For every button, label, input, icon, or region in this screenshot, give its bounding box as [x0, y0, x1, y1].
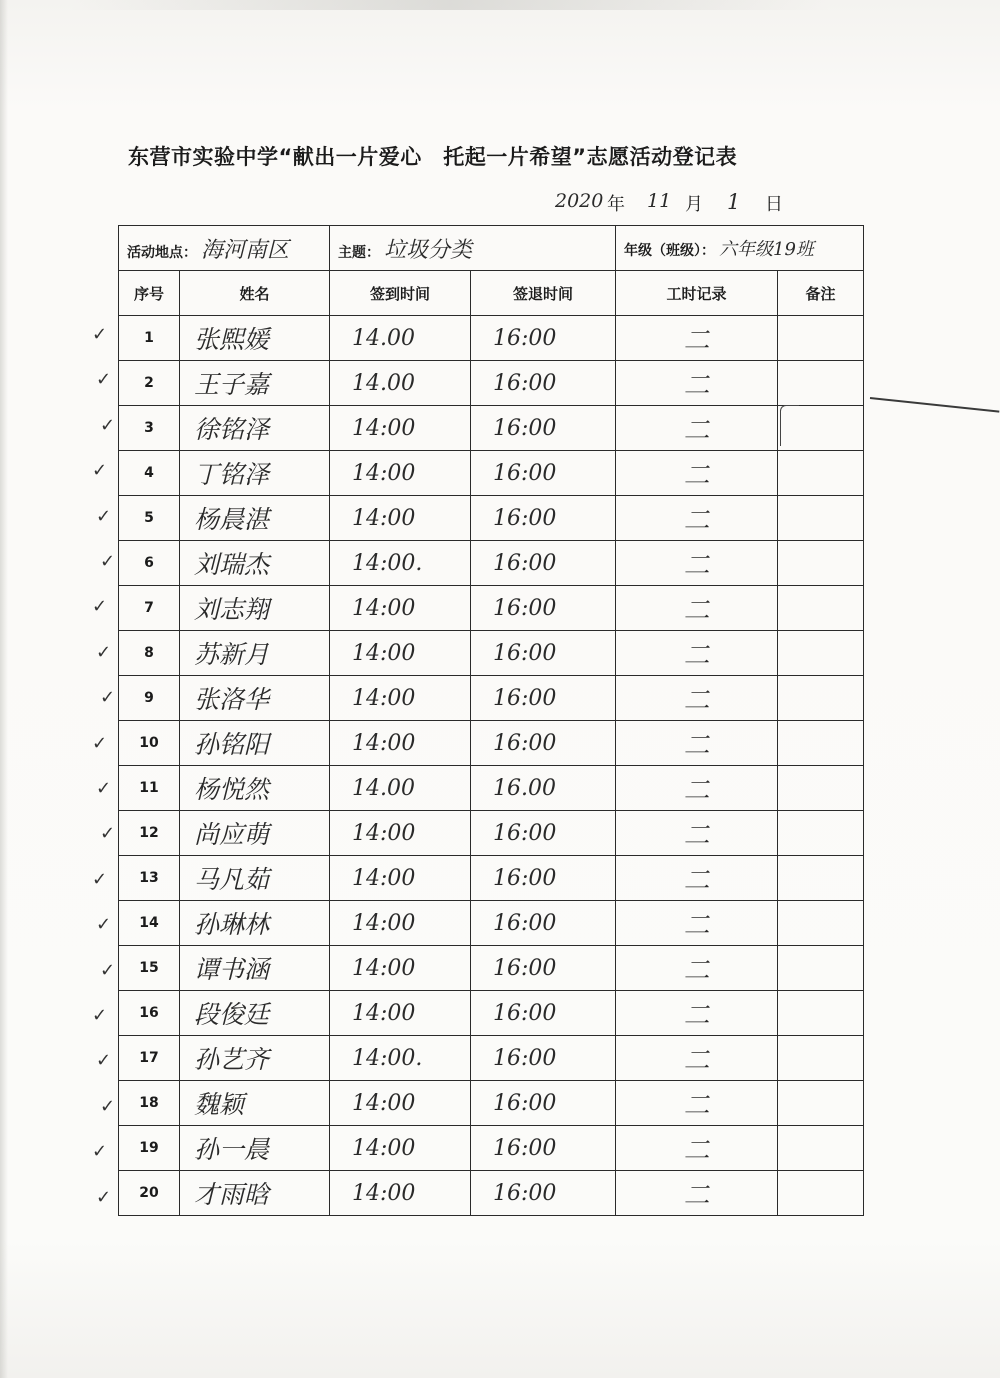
volunteer-name: 杨晨湛 — [180, 496, 330, 541]
notes-cell — [778, 1081, 864, 1126]
volunteer-name: 魏颖 — [180, 1081, 330, 1126]
col-header-notes: 备注 — [778, 271, 864, 316]
row-number: 14 — [119, 901, 180, 946]
checkmark-icon: ✓ — [92, 868, 108, 890]
checkin-time: 14:00 — [330, 991, 471, 1036]
notes-cell — [778, 811, 864, 856]
table-row — [119, 586, 864, 631]
notes-cell — [778, 1126, 864, 1171]
hours-record: 二 — [616, 1081, 778, 1126]
notes-cell — [778, 451, 864, 496]
grade-value: 六年级19班 — [719, 239, 814, 260]
checkout-time: 16:00 — [471, 811, 616, 856]
grade-cell — [616, 226, 864, 271]
row-number: 5 — [119, 496, 180, 541]
table-row — [119, 1081, 864, 1126]
notes-cell — [778, 361, 864, 406]
table-row — [119, 946, 864, 991]
notes-cell — [778, 676, 864, 721]
checkmark-icon: ✓ — [100, 823, 116, 845]
checkmark-icon: ✓ — [100, 687, 116, 709]
table-row — [119, 766, 864, 811]
hours-record: 二 — [616, 721, 778, 766]
checkmark-icon: ✓ — [92, 1141, 108, 1163]
checkout-time: 16:00 — [471, 856, 616, 901]
table-row — [119, 1126, 864, 1171]
checkout-time: 16:00 — [471, 1081, 616, 1126]
row-number: 18 — [119, 1081, 180, 1126]
table-row — [119, 1171, 864, 1216]
grade-label: 年级（班级）： — [624, 243, 715, 259]
checkmark-icon: ✓ — [92, 324, 108, 345]
checkin-time: 14:00 — [330, 811, 471, 856]
checkmark-icon: ✓ — [92, 732, 108, 754]
checkin-time: 14:00 — [330, 901, 471, 946]
volunteer-name: 丁铭泽 — [180, 451, 330, 496]
row-number: 11 — [119, 766, 180, 811]
notes-cell — [778, 901, 864, 946]
table-row — [119, 856, 864, 901]
checkout-time: 16:00 — [471, 451, 616, 496]
row-number: 12 — [119, 811, 180, 856]
checkmark-icon: ✓ — [96, 1050, 112, 1072]
hours-record: 二 — [616, 631, 778, 676]
checkin-time: 14.00 — [330, 766, 471, 811]
hours-record: 二 — [616, 901, 778, 946]
checkmark-icon: ✓ — [100, 1095, 116, 1117]
table-row — [119, 451, 864, 496]
row-number: 6 — [119, 541, 180, 586]
checkout-time: 16.00 — [471, 766, 616, 811]
checkmark-icon: ✓ — [96, 914, 112, 936]
scan-smudge — [70, 0, 830, 10]
volunteer-name: 王子嘉 — [180, 361, 330, 406]
hours-record: 二 — [616, 316, 778, 361]
theme-value: 垃圾分类 — [384, 237, 473, 263]
hours-record: 二 — [616, 811, 778, 856]
hours-record: 二 — [616, 856, 778, 901]
volunteer-name: 苏新月 — [180, 631, 330, 676]
table-row — [119, 676, 864, 721]
checkmark-icon: ✓ — [100, 414, 116, 436]
date-year: 2020 — [555, 190, 604, 212]
notes-cell — [778, 856, 864, 901]
row-number: 3 — [119, 406, 180, 451]
notes-cell — [778, 766, 864, 811]
volunteer-name: 刘志翔 — [180, 586, 330, 631]
table-row — [119, 901, 864, 946]
notes-cell — [778, 991, 864, 1036]
row-number: 19 — [119, 1126, 180, 1171]
checkout-time: 16:00 — [471, 631, 616, 676]
table-row — [119, 991, 864, 1036]
notes-cell — [778, 1171, 864, 1216]
date-month: 11 — [647, 190, 672, 212]
row-number: 16 — [119, 991, 180, 1036]
row-number: 10 — [119, 721, 180, 766]
checkout-time: 16:00 — [471, 1036, 616, 1081]
hours-record: 二 — [616, 541, 778, 586]
checkin-time: 14.00 — [330, 361, 471, 406]
checkmark-icon: ✓ — [96, 1186, 112, 1208]
checkout-time: 16:00 — [471, 541, 616, 586]
checkout-time: 16:00 — [471, 496, 616, 541]
checkmark-icon: ✓ — [96, 369, 112, 391]
info-row — [119, 226, 864, 271]
volunteer-name: 尚应萌 — [180, 811, 330, 856]
checkout-time: 16:00 — [471, 316, 616, 361]
hours-record: 二 — [616, 406, 778, 451]
checkin-time: 14:00 — [330, 496, 471, 541]
location-cell — [119, 226, 330, 271]
table-row — [119, 811, 864, 856]
checkin-time: 14:00 — [330, 676, 471, 721]
volunteer-name: 刘瑞杰 — [180, 541, 330, 586]
checkout-time: 16:00 — [471, 946, 616, 991]
table-row — [119, 721, 864, 766]
row-number: 15 — [119, 946, 180, 991]
location-label: 活动地点： — [127, 244, 197, 261]
notes-cell — [778, 586, 864, 631]
volunteer-name: 孙一晨 — [180, 1126, 330, 1171]
hours-record: 二 — [616, 1036, 778, 1081]
notes-cell — [778, 316, 864, 361]
row-number: 20 — [119, 1171, 180, 1216]
hours-record: 二 — [616, 586, 778, 631]
col-header-number: 序号 — [119, 271, 180, 316]
notes-cell — [778, 1036, 864, 1081]
theme-cell — [330, 226, 616, 271]
notes-cell — [778, 946, 864, 991]
checkmark-icon: ✓ — [100, 551, 116, 572]
theme-label: 主题： — [338, 244, 380, 261]
checkin-time: 14.00 — [330, 316, 471, 361]
date-year-suffix: 年 — [607, 194, 625, 215]
date-day: 1 — [727, 190, 741, 214]
checkin-time: 14:00 — [330, 586, 471, 631]
checkin-time: 14:00. — [330, 541, 471, 586]
col-header-checkout: 签退时间 — [471, 271, 616, 316]
volunteer-name: 张洛华 — [180, 676, 330, 721]
checkout-time: 16:00 — [471, 361, 616, 406]
row-number: 4 — [119, 451, 180, 496]
checkout-time: 16:00 — [471, 721, 616, 766]
checkmark-icon: ✓ — [96, 778, 112, 799]
notes-cell — [778, 541, 864, 586]
table-row — [119, 361, 864, 406]
hours-record: 二 — [616, 1171, 778, 1216]
location-value: 海河南区 — [201, 237, 290, 263]
notes-cell — [778, 631, 864, 676]
volunteer-name: 孙琳林 — [180, 901, 330, 946]
col-header-checkin: 签到时间 — [330, 271, 471, 316]
form-title: 东营市实验中学“献出一片爱心 托起一片希望”志愿活动登记表 — [128, 145, 738, 169]
checkin-time: 14:00 — [330, 631, 471, 676]
hours-record: 二 — [616, 451, 778, 496]
row-number: 9 — [119, 676, 180, 721]
notes-cell — [778, 721, 864, 766]
paper-fold-shadow — [0, 0, 8, 1378]
checkin-time: 14:00 — [330, 1081, 471, 1126]
volunteer-name: 马凡茹 — [180, 856, 330, 901]
table-row — [119, 541, 864, 586]
checkin-time: 14:00. — [330, 1036, 471, 1081]
checkout-time: 16:00 — [471, 1126, 616, 1171]
checkout-time: 16:00 — [471, 1171, 616, 1216]
checkin-time: 14:00 — [330, 451, 471, 496]
volunteer-name: 才雨晗 — [180, 1171, 330, 1216]
volunteer-name: 段俊廷 — [180, 991, 330, 1036]
hours-record: 二 — [616, 1126, 778, 1171]
row-number: 8 — [119, 631, 180, 676]
row-number: 13 — [119, 856, 180, 901]
checkmark-icon: ✓ — [96, 641, 112, 663]
date-line — [555, 188, 835, 218]
checkin-time: 14:00 — [330, 856, 471, 901]
checkout-time: 16:00 — [471, 676, 616, 721]
checkin-time: 14:00 — [330, 1171, 471, 1216]
checkout-time: 16:00 — [471, 406, 616, 451]
hours-record: 二 — [616, 496, 778, 541]
hours-record: 二 — [616, 361, 778, 406]
date-day-suffix: 日 — [765, 194, 783, 215]
hours-record: 二 — [616, 766, 778, 811]
hours-record: 二 — [616, 946, 778, 991]
col-header-name: 姓名 — [180, 271, 330, 316]
table-row — [119, 406, 864, 451]
volunteer-name: 杨悦然 — [180, 766, 330, 811]
checkin-time: 14:00 — [330, 406, 471, 451]
table-row — [119, 316, 864, 361]
row-number: 7 — [119, 586, 180, 631]
checkin-time: 14:00 — [330, 1126, 471, 1171]
row-number: 1 — [119, 316, 180, 361]
checkmark-icon: ✓ — [100, 959, 116, 981]
table-row — [119, 496, 864, 541]
checkmark-icon: ✓ — [92, 1005, 108, 1026]
column-header-row — [119, 271, 864, 316]
checkout-time: 16:00 — [471, 586, 616, 631]
checkmark-icon: ✓ — [96, 505, 112, 527]
hours-record: 二 — [616, 676, 778, 721]
col-header-hours: 工时记录 — [616, 271, 778, 316]
volunteer-name: 张熙媛 — [180, 316, 330, 361]
notes-cell — [778, 496, 864, 541]
volunteer-name: 谭书涵 — [180, 946, 330, 991]
checkout-time: 16:00 — [471, 991, 616, 1036]
registration-table — [118, 225, 864, 1216]
checkmark-icon: ✓ — [92, 596, 108, 618]
row-number: 17 — [119, 1036, 180, 1081]
row-number: 2 — [119, 361, 180, 406]
hours-record: 二 — [616, 991, 778, 1036]
volunteer-name: 孙艺齐 — [180, 1036, 330, 1081]
checkmark-icon: ✓ — [92, 460, 108, 482]
notes-pen-stroke — [780, 405, 799, 446]
checkin-time: 14:00 — [330, 946, 471, 991]
volunteer-name: 孙铭阳 — [180, 721, 330, 766]
date-month-suffix: 月 — [685, 194, 703, 215]
table-row — [119, 1036, 864, 1081]
checkout-time: 16:00 — [471, 901, 616, 946]
table-row — [119, 631, 864, 676]
checkin-time: 14:00 — [330, 721, 471, 766]
volunteer-name: 徐铭泽 — [180, 406, 330, 451]
